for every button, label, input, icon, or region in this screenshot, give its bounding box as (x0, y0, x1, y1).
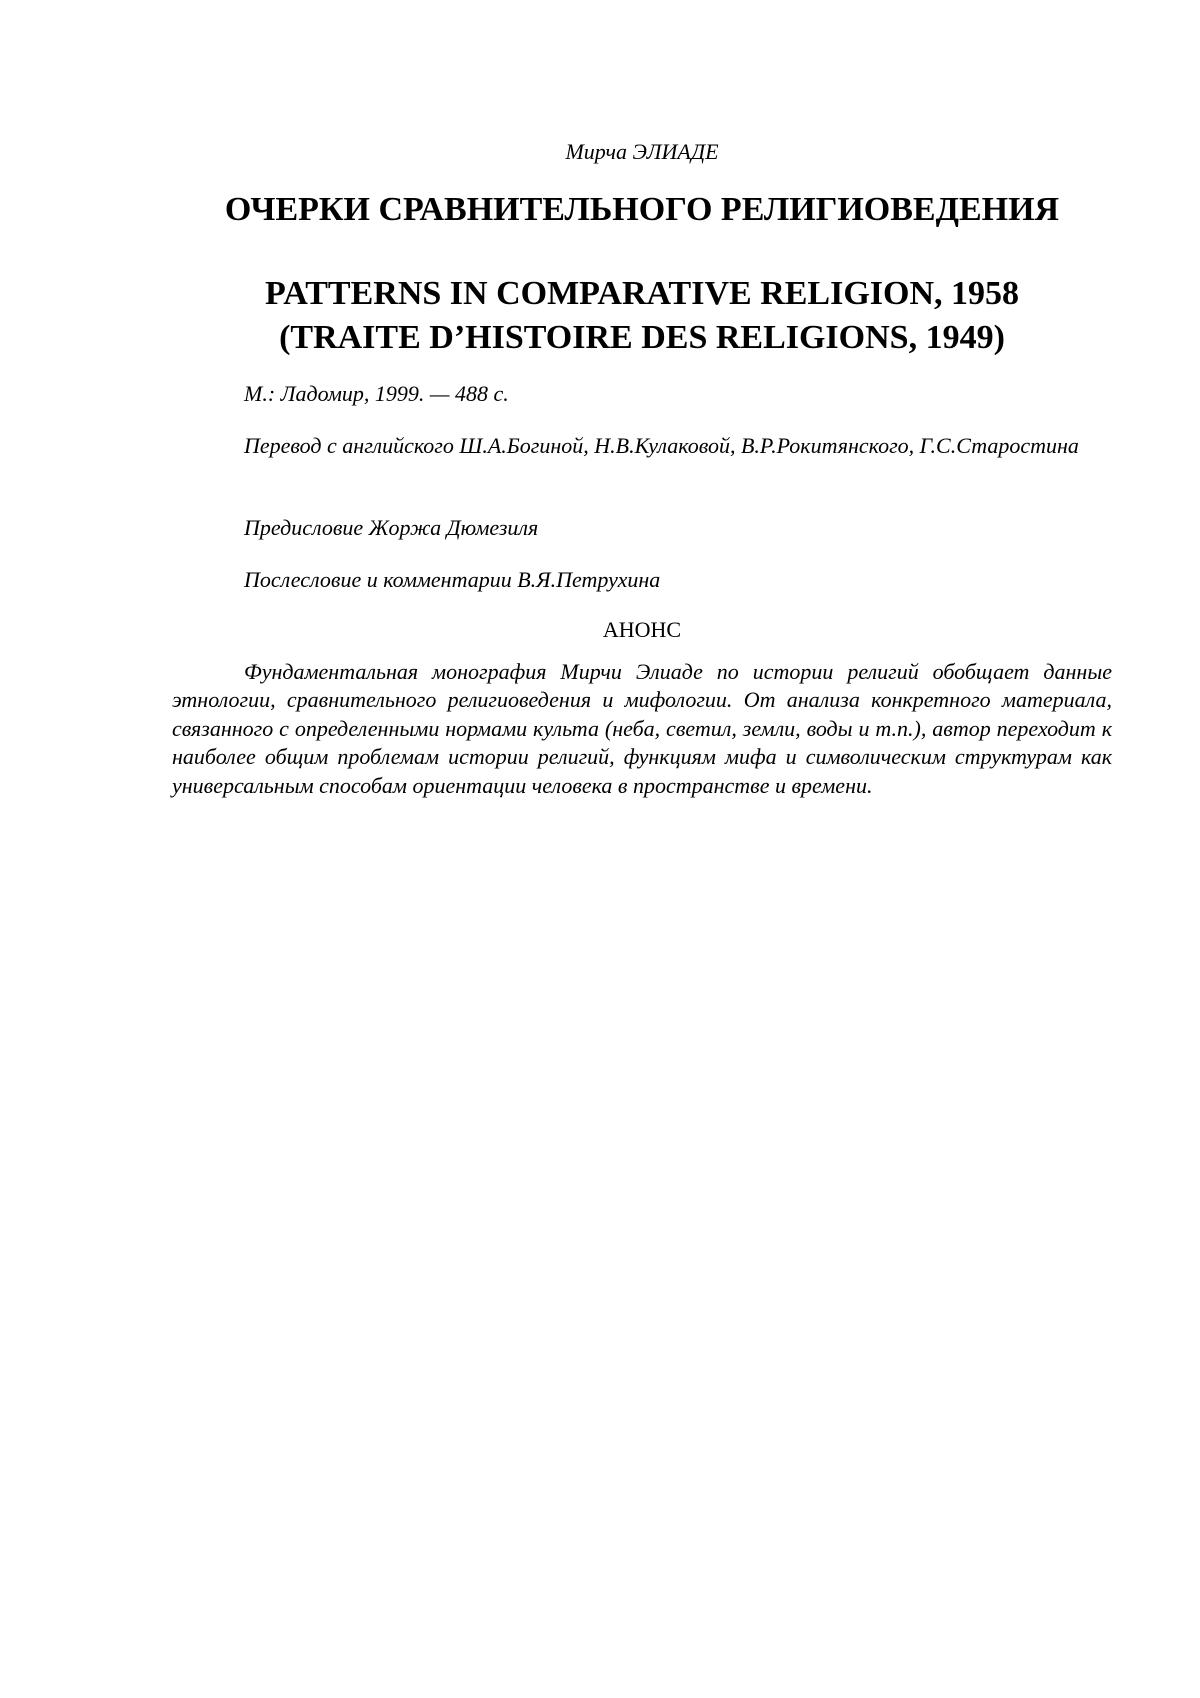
title-russian: ОЧЕРКИ СРАВНИТЕЛЬНОГО РЕЛИГИОВЕДЕНИЯ (224, 191, 1060, 228)
preface-credit: Предисловие Жоржа Дюмезиля (244, 515, 539, 540)
annotation-heading: АНОНС (602, 617, 682, 642)
afterword-credit: Послесловие и комментарии В.Я.Петрухина (244, 567, 661, 592)
title-english (172, 272, 1112, 360)
annotation-text: Фундаментальная монография Мирчи Элиаде по истории религий обобщает данные этнологии, сравнительного религиоведения и мифологии. От анализа конкретного материала, связанного с определенными нормами культа (неба, светил, земли, воды и т.п.), автор переходит к наиболее общим проблемам истории религий, функциям мифа и символическим структурам как универсальным способам ориентации человека в пространстве и времени. (172, 659, 1112, 798)
title-english-line-1: PATTERNS IN COMPARATIVE RELIGION, 1958 (264, 275, 1020, 312)
translation-credits: Перевод с английского Ш.А.Богиной, Н.В.Кулаковой, В.Р.Рокитянского, Г.С.Старостина (244, 433, 1079, 458)
publisher-info: М.: Ладомир, 1999. — 488 с. (244, 381, 509, 406)
title-english-line-2: (TRAITE D’HISTOIRE DES RELIGIONS, 1949) (279, 319, 1005, 356)
author-name: Мирча ЭЛИАДЕ (565, 139, 719, 164)
